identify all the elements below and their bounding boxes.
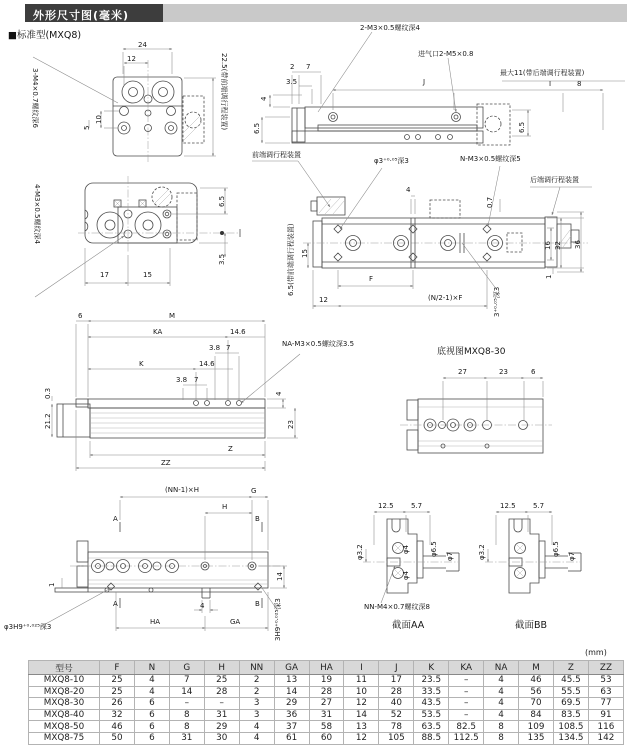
table-row [29, 686, 624, 698]
drawing-bottom-view-mxq8-30 [400, 378, 552, 453]
dim-label: 1 [48, 582, 56, 587]
table-cell: 40 [379, 698, 414, 710]
table-cell: 77 [588, 698, 623, 710]
table-cell: MXQ8-50 [29, 721, 100, 733]
table-row [29, 698, 624, 710]
callout-65-front-adjuster: 6.5(带前端调行程装置) [287, 223, 295, 296]
table-cell: 8 [169, 709, 204, 721]
table-cell: 78 [379, 721, 414, 733]
table-cell: 12 [344, 732, 379, 744]
callout-thread-nn-m4: NN-M4×0.7螺纹深8 [364, 603, 430, 611]
spec-table-head [29, 661, 624, 675]
table-row [29, 721, 624, 733]
table-cell: 4 [484, 709, 519, 721]
table-cell: 63 [588, 686, 623, 698]
view-title-bottom-view: 底视图MXQ8-30 [437, 347, 506, 357]
callout-pin-hole: φ3⁺⁰·⁰⁵深3 [374, 157, 409, 165]
callout-air-port: 进气口2-M5×0.8 [418, 50, 474, 58]
dim-label: 5 [83, 125, 91, 130]
dim-label: 6.5 [253, 122, 261, 134]
section-mark-a: A [113, 600, 118, 608]
dim-label: (NN-1)×H [165, 486, 200, 494]
section-mark-b: B [255, 600, 260, 608]
table-cell: MXQ8-20 [29, 686, 100, 698]
dim-label: φ6.5 [430, 541, 438, 557]
dim-label: 4 [406, 186, 411, 194]
table-header-cell: KA [449, 661, 484, 675]
dim-label: 4 [260, 96, 268, 101]
model-subtitle: ■标准型(MXQ8) [8, 30, 82, 41]
dim-label: 4 [275, 391, 283, 396]
table-cell: 27 [309, 698, 344, 710]
callout-225-front-adjuster: 22.5(带前端调行程装置) [220, 53, 228, 131]
table-cell: 11 [344, 675, 379, 687]
dim-label: 8 [577, 80, 582, 88]
dim-label: 7 [306, 63, 311, 71]
dim-label: 24 [138, 41, 147, 49]
dim-label: J [423, 78, 426, 86]
table-row [29, 675, 624, 687]
table-cell: 56 [519, 686, 554, 698]
dim-label: 3.8 [176, 376, 188, 384]
table-cell: – [449, 686, 484, 698]
callout-pin-hole-3h9: φ3H9⁺⁰·⁰²⁵深3 [4, 623, 52, 631]
table-cell: 6 [134, 709, 169, 721]
table-cell: 60 [309, 732, 344, 744]
table-cell: 2 [239, 675, 274, 687]
table-header-cell: HA [309, 661, 344, 675]
table-cell: 23.5 [414, 675, 449, 687]
table-cell: MXQ8-75 [29, 732, 100, 744]
table-cell: 14 [344, 709, 379, 721]
table-header-cell: K [414, 661, 449, 675]
table-cell: 142 [588, 732, 623, 744]
dim-label: 10 [95, 115, 103, 124]
table-cell: MXQ8-30 [29, 698, 100, 710]
dim-label: 7 [226, 344, 231, 352]
table-cell: 52 [379, 709, 414, 721]
table-cell: 10 [344, 686, 379, 698]
table-cell: 13 [344, 721, 379, 733]
callout-slot: 3⁺⁰·⁰⁵深3 [493, 286, 501, 317]
callout-pin-hole-3h9: 3H9⁺⁰·⁰²⁵深3 [274, 598, 282, 641]
table-cell: MXQ8-40 [29, 709, 100, 721]
table-cell: 55.5 [553, 686, 588, 698]
callout-thread-3-m4: 3-M4×0.7螺纹深6 [31, 68, 39, 128]
dim-label: 3.5 [218, 253, 226, 265]
dim-label: φ3.2 [478, 544, 486, 560]
table-cell: 32 [100, 709, 135, 721]
dim-label: 17 [100, 271, 109, 279]
table-cell: 28 [204, 686, 239, 698]
table-cell: 30 [204, 732, 239, 744]
table-cell: 29 [204, 721, 239, 733]
dim-label: 6 [78, 312, 83, 320]
drawing-section-bb [485, 512, 581, 593]
section-mark-a: A [113, 515, 118, 523]
table-cell: 31 [309, 709, 344, 721]
dim-label: 6.5 [218, 195, 226, 207]
table-cell: 37 [274, 721, 309, 733]
table-cell: 31 [204, 709, 239, 721]
table-cell: 105 [379, 732, 414, 744]
table-cell: – [169, 698, 204, 710]
drawing-side-elevation [52, 321, 300, 471]
dim-label: M [169, 312, 176, 320]
table-cell: 4 [484, 698, 519, 710]
table-cell: 50 [100, 732, 135, 744]
table-cell: 8 [484, 721, 519, 733]
view-title-section-aa: 截面AA [392, 620, 425, 631]
table-cell: 25 [100, 686, 135, 698]
dim-label: 16 [544, 241, 552, 250]
table-row [29, 709, 624, 721]
table-cell: 70 [519, 698, 554, 710]
table-cell: 61 [274, 732, 309, 744]
dimension-spec-table [28, 660, 624, 745]
table-cell: 7 [169, 675, 204, 687]
table-header-cell: H [204, 661, 239, 675]
dim-label: 12 [127, 55, 136, 63]
dim-label: φ3.2 [356, 544, 364, 560]
dim-label: 14.6 [199, 360, 215, 368]
dim-label: H [222, 503, 228, 511]
table-cell: 36 [274, 709, 309, 721]
dim-label: 23 [287, 420, 295, 429]
dim-label: 2 [290, 63, 295, 71]
table-cell: 28 [309, 686, 344, 698]
dim-label: HA [150, 618, 161, 626]
table-cell: 31 [169, 732, 204, 744]
drawing-side-view [262, 32, 625, 145]
dim-label: φ7 [446, 551, 454, 561]
table-cell: 6 [134, 732, 169, 744]
table-cell: 108.5 [553, 721, 588, 733]
table-header-cell: Z [553, 661, 588, 675]
dim-label: G [251, 487, 257, 495]
table-cell: 12 [344, 698, 379, 710]
callout-max11-rear-adjuster: 最大11(带后端调行程装置) [500, 69, 585, 77]
table-cell: 43.5 [414, 698, 449, 710]
page-title: 外形尺寸图(毫米) [33, 9, 130, 22]
table-cell: 8 [169, 721, 204, 733]
callout-thread-4-m3: 4-M3×0.5螺纹深4 [33, 184, 41, 244]
table-header-cell: J [379, 661, 414, 675]
dim-label: (N/2-1)×F [428, 294, 463, 302]
table-header-cell: G [169, 661, 204, 675]
dim-label: 6.5 [518, 121, 526, 133]
callout-thread-n-m3: N-M3×0.5螺纹深5 [460, 155, 521, 163]
callout-front-stroke-adjuster: 前端调行程装置 [252, 151, 301, 159]
dim-label: 3.5 [286, 78, 298, 86]
table-cell: 3 [239, 698, 274, 710]
table-cell: 4 [484, 675, 519, 687]
dim-label: 15 [143, 271, 152, 279]
table-cell: – [204, 698, 239, 710]
dim-label: K [139, 360, 144, 368]
table-cell: 4 [239, 721, 274, 733]
table-cell: 112.5 [449, 732, 484, 744]
table-cell: 53 [588, 675, 623, 687]
table-cell: 63.5 [414, 721, 449, 733]
dim-label: 12 [319, 296, 328, 304]
view-title-section-bb: 截面BB [515, 620, 548, 631]
table-cell: 14 [274, 686, 309, 698]
table-cell: 116 [588, 721, 623, 733]
table-header-cell: I [344, 661, 379, 675]
table-cell: 4 [134, 686, 169, 698]
dim-label: 32 [554, 241, 562, 250]
drawing-section-aa [363, 512, 459, 603]
dim-label: 1 [545, 274, 553, 279]
dim-label: F [369, 275, 374, 283]
table-cell: 4 [239, 732, 274, 744]
dim-label: 0.7 [486, 196, 494, 208]
table-cell: 28 [379, 686, 414, 698]
table-header-cell: N [134, 661, 169, 675]
dim-label: φ4 [402, 570, 410, 580]
spec-table-body [29, 675, 624, 745]
table-cell: 53.5 [414, 709, 449, 721]
table-header-cell: ZZ [588, 661, 623, 675]
table-cell: 26 [100, 698, 135, 710]
dim-label: 5.7 [533, 502, 545, 510]
dim-label: 7 [194, 376, 199, 384]
section-mark-b: B [255, 515, 260, 523]
dim-label: 0.3 [44, 387, 52, 399]
table-cell: 14 [169, 686, 204, 698]
drawing-front-end-view [33, 49, 216, 162]
table-cell: 45.5 [553, 675, 588, 687]
table-cell: MXQ8-10 [29, 675, 100, 687]
table-cell: 6 [134, 721, 169, 733]
callout-rear-stroke-adjuster: 后端调行程装置 [530, 176, 579, 184]
table-cell: – [449, 698, 484, 710]
table-cell: 33.5 [414, 686, 449, 698]
dim-label: GA [230, 618, 241, 626]
dim-label: 14.6 [230, 328, 246, 336]
table-cell: 17 [379, 675, 414, 687]
callout-thread-2-m3: 2-M3×0.5螺纹深4 [360, 24, 420, 32]
dim-label: φ7 [568, 551, 576, 561]
dim-label: Z [228, 445, 233, 453]
dim-label: ZZ [161, 459, 171, 467]
table-cell: 19 [309, 675, 344, 687]
dim-label: 23 [499, 368, 508, 376]
callout-thread-na-m3: NA-M3×0.5螺纹深3.5 [282, 340, 355, 348]
table-cell: 109 [519, 721, 554, 733]
drawing-top-view-lower [40, 497, 287, 631]
table-cell: 2 [239, 686, 274, 698]
table-header-cell: M [519, 661, 554, 675]
table-cell: 25 [100, 675, 135, 687]
table-cell: – [449, 709, 484, 721]
table-cell: 82.5 [449, 721, 484, 733]
dim-label: 36 [574, 240, 582, 249]
table-cell: 91 [588, 709, 623, 721]
table-cell: 13 [274, 675, 309, 687]
table-cell: 69.5 [553, 698, 588, 710]
table-cell: 135 [519, 732, 554, 744]
table-cell: 58 [309, 721, 344, 733]
table-cell: 3 [239, 709, 274, 721]
table-header-cell: 型号 [29, 661, 100, 675]
dim-label: KA [153, 328, 163, 336]
table-row [29, 732, 624, 744]
table-header-cell: F [100, 661, 135, 675]
dim-label: φ4 [402, 544, 410, 554]
dim-label: 3.8 [209, 344, 221, 352]
dim-label: φ6.5 [552, 541, 560, 557]
table-cell: 46 [100, 721, 135, 733]
table-cell: 4 [484, 686, 519, 698]
dim-label: 15 [301, 249, 309, 258]
dim-label: I [549, 80, 552, 88]
table-cell: 25 [204, 675, 239, 687]
table-cell: 88.5 [414, 732, 449, 744]
drawing-bottom-end-view [35, 176, 240, 297]
table-cell: 6 [134, 698, 169, 710]
table-cell: – [449, 675, 484, 687]
dim-label: 6 [531, 368, 536, 376]
unit-note: (mm) [585, 648, 607, 657]
dim-label: 14 [276, 572, 284, 581]
dim-label: 12.5 [378, 502, 394, 510]
table-cell: 84 [519, 709, 554, 721]
table-cell: 4 [134, 675, 169, 687]
table-cell: 83.5 [553, 709, 588, 721]
dim-label: 27 [458, 368, 467, 376]
table-cell: 134.5 [553, 732, 588, 744]
dim-label: 21.2 [44, 413, 52, 429]
table-header-cell: NN [239, 661, 274, 675]
table-cell: 46 [519, 675, 554, 687]
table-cell: 29 [274, 698, 309, 710]
dim-label: 12.5 [500, 502, 516, 510]
dim-label: 4 [200, 602, 205, 610]
table-cell: 8 [484, 732, 519, 744]
table-header-cell: GA [274, 661, 309, 675]
table-header-cell: NA [484, 661, 519, 675]
dim-label: 5.7 [411, 502, 423, 510]
